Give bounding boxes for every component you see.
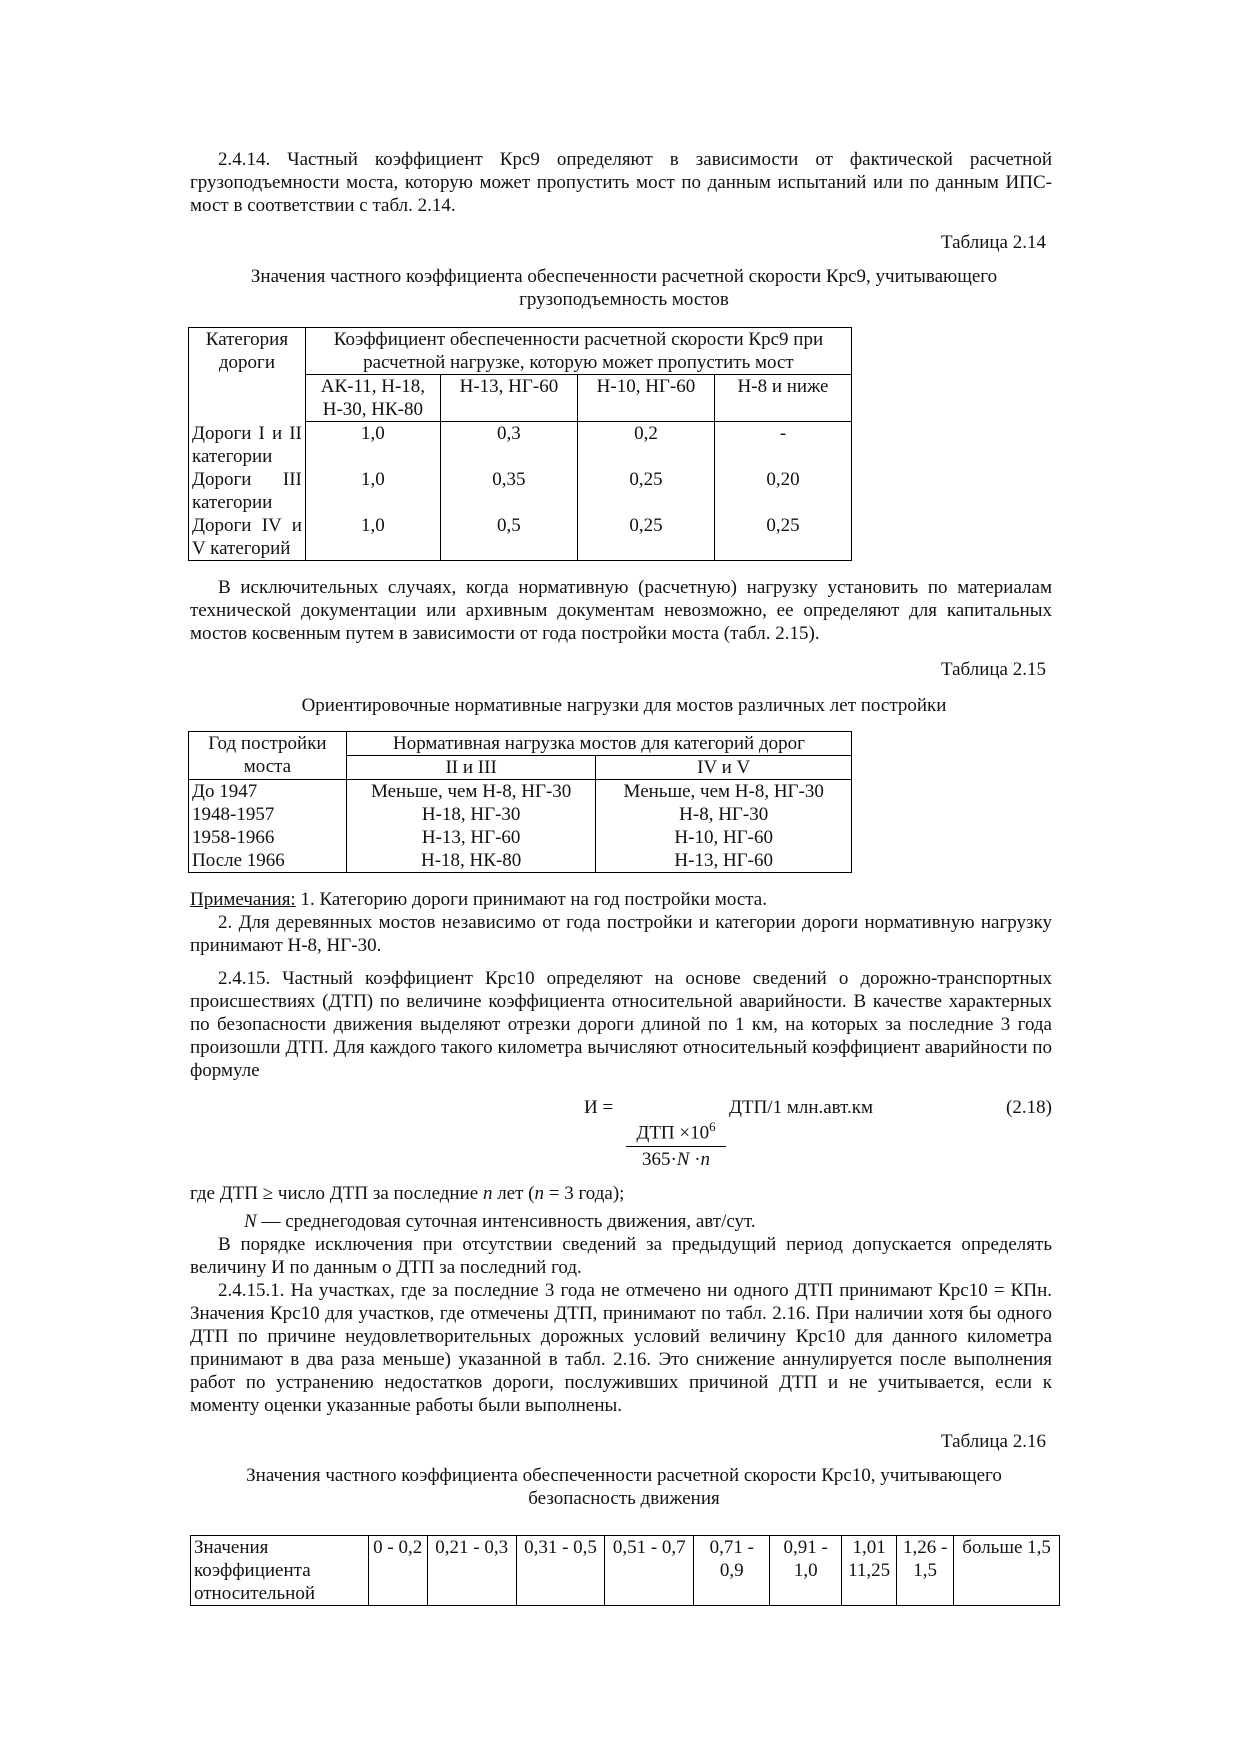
row-category: Дороги III категории <box>189 468 306 514</box>
where1-c: = 3 года); <box>544 1183 625 1204</box>
paragraph-2-4-14: 2.4.14. Частный коэффициент Крс9 определяют в зависимости от фактической расчетной грузоподъемности моста, которую может пропустить мост по данным испытаний или по данным ИПС-мост в соответствии с табл. 2.14. <box>190 149 1052 216</box>
column-header: 0,31 - 0,5 <box>516 1536 605 1606</box>
header-normative-load: Нормативная нагрузка мостов для категорий дорог <box>346 732 851 756</box>
table-cell: 0,25 <box>714 514 851 561</box>
column-header: 1,26 - 1,5 <box>897 1536 954 1606</box>
table-2-16-label: Таблица 2.16 <box>940 1431 1046 1452</box>
column-header: 0,91 - 1,0 <box>770 1536 842 1606</box>
where-line-1 <box>190 1182 1052 1205</box>
column-header: 0,21 - 0,3 <box>427 1536 516 1606</box>
denominator-c: n <box>700 1149 711 1171</box>
paragraph-exception-order: В порядке исключения при отсутствии сведений за предыдущий период допускается определять величину И по данным о ДТП за последний год. <box>190 1234 1052 1278</box>
table-row <box>191 1536 1060 1606</box>
row-year: После 1966 <box>189 849 347 873</box>
denominator-n: N <box>676 1149 690 1171</box>
table-cell: Меньше, чем Н-8, НГ-30 <box>596 780 852 804</box>
paragraph-2-4-15-1: 2.4.15.1. На участках, где за последние 3 года не отмечено ни одного ДТП принимают Крс10 = КПн. Значения Крс10 для участков, где отмечены ДТП, принимают по табл. 2.16. При наличии хотя бы одного ДТП по причине неудовлетворительных дорожных условий величину Крс10 для данного километра принимают в два раза меньше) указанной в табл. 2.16. Это снижение аннулируется после выполнения работ по устранению недостатков дороги, послуживших причиной ДТП и не учитывается, если к моменту оценки указанные работы были выполнены. <box>190 1280 1052 1416</box>
where1-b: лет ( <box>492 1183 535 1204</box>
table-cell: Н-18, НГ-30 <box>346 803 596 826</box>
numerator-exponent: 6 <box>709 1119 716 1134</box>
column-header: II и III <box>346 756 596 780</box>
where1-a: где ДТП ≥ число ДТП за последние <box>190 1183 483 1204</box>
table-2-16-caption: Значения частного коэффициента обеспеченности расчетной скорости Крс10, учитывающего безопасность движения <box>246 1465 1002 1509</box>
denominator-a: 365· <box>641 1149 677 1171</box>
note-1: 1. Категорию дороги принимают на год постройки моста. <box>295 889 767 910</box>
row-category: Дороги I и II категории <box>189 422 306 468</box>
formula-2-18 <box>0 1097 1240 1177</box>
header-build-year: Год постройки моста <box>189 732 347 780</box>
table-cell: 0,35 <box>440 468 577 514</box>
formula-number: (2.18) <box>1006 1097 1052 1118</box>
where2-n: N <box>244 1211 257 1232</box>
table-cell: 0,3 <box>440 422 577 468</box>
table-cell: 0,20 <box>714 468 851 514</box>
column-header: 1,01 11,25 <box>842 1536 897 1606</box>
formula-lhs: И = <box>584 1097 614 1118</box>
table-cell: - <box>714 422 851 468</box>
column-header: IV и V <box>596 756 852 780</box>
notes <box>190 888 1052 911</box>
table-row <box>189 422 852 468</box>
column-header: Н-13, НГ-60 <box>440 375 577 422</box>
table-row <box>189 514 852 561</box>
numerator-text: ДТП ×10 <box>636 1122 710 1144</box>
column-header: Н-8 и ниже <box>714 375 851 422</box>
table-cell: 1,0 <box>305 514 440 561</box>
table-row <box>189 803 852 826</box>
column-header: АК-11, Н-18, Н-30, НК-80 <box>305 375 440 422</box>
table-cell: Н-10, НГ-60 <box>596 826 852 849</box>
formula-denominator <box>626 1147 726 1171</box>
table-cell: Н-13, НГ-60 <box>596 849 852 873</box>
where2-text: — среднегодовая суточная интенсивность движения, авт/сут. <box>256 1211 756 1232</box>
table-row <box>189 849 852 873</box>
table-row <box>189 780 852 804</box>
column-header: больше 1,5 <box>954 1536 1060 1606</box>
where-line-2 <box>244 1210 1044 1233</box>
where1-n: n <box>482 1183 493 1204</box>
formula-fraction <box>626 1119 726 1171</box>
table-cell: 1,0 <box>305 422 440 468</box>
table-row <box>189 826 852 849</box>
row-category: Дороги IV и V категорий <box>189 514 306 561</box>
table-cell: Н-8, НГ-30 <box>596 803 852 826</box>
table-cell: 0,25 <box>577 468 714 514</box>
where1-n2: n <box>534 1183 544 1204</box>
formula-unit: ДТП/1 млн.авт.км <box>729 1097 874 1118</box>
column-header: Н-10, НГ-60 <box>577 375 714 422</box>
table-2-15-label: Таблица 2.15 <box>940 659 1046 680</box>
table-cell: Н-18, НК-80 <box>346 849 596 873</box>
column-header: 0,51 - 0,7 <box>605 1536 694 1606</box>
table-cell: 0,2 <box>577 422 714 468</box>
row-year: 1958-1966 <box>189 826 347 849</box>
paragraph-exceptional-cases: В исключительных случаях, когда нормативную (расчетную) нагрузку установить по материалам технической документации или архивным документам невозможно, ее определяют для капитальных мостов косвенным путем в зависимости от года постройки моста (табл. 2.15). <box>190 577 1052 644</box>
table-cell: 1,0 <box>305 468 440 514</box>
table-row <box>189 468 852 514</box>
table-cell: Меньше, чем Н-8, НГ-30 <box>346 780 596 804</box>
table-2-14 <box>188 327 852 561</box>
table-2-15 <box>188 731 852 873</box>
denominator-b: · <box>689 1149 701 1171</box>
notes-label: Примечания: <box>190 889 296 910</box>
table-2-16 <box>190 1535 1060 1606</box>
header-road-category: Категория дороги <box>189 328 306 422</box>
header-coefficient: Коэффициент обеспеченности расчетной скорости Крс9 при расчетной нагрузке, которую может пропустить мост <box>305 328 851 375</box>
paragraph-2-4-15: 2.4.15. Частный коэффициент Крс10 определяют на основе сведений о дорожно-транспортных происшествиях (ДТП) по величине коэффициента относительной аварийности. В качестве характерных по безопасности движения выделяют отрезки дороги длиной по 1 км, на которых за последние 3 года произошли ДТП. Для каждого такого километра вычисляют относительный коэффициент аварийности по формуле <box>190 968 1052 1081</box>
column-header: 0 - 0,2 <box>368 1536 427 1606</box>
row-year: 1948-1957 <box>189 803 347 826</box>
table-2-14-caption: Значения частного коэффициента обеспеченности расчетной скорости Крс9, учитывающего грузоподъемность мостов <box>250 266 998 310</box>
row-header: Значения коэффициента относительной <box>191 1536 369 1606</box>
table-cell: 0,5 <box>440 514 577 561</box>
table-2-15-caption: Ориентировочные нормативные нагрузки для мостов различных лет постройки <box>301 695 947 716</box>
note-2: 2. Для деревянных мостов независимо от года постройки и категории дороги нормативную нагрузку принимают Н-8, НГ-30. <box>190 912 1052 956</box>
table-cell: 0,25 <box>577 514 714 561</box>
table-cell: Н-13, НГ-60 <box>346 826 596 849</box>
table-2-14-label: Таблица 2.14 <box>940 232 1046 253</box>
column-header: 0,71 - 0,9 <box>694 1536 770 1606</box>
row-year: До 1947 <box>189 780 347 804</box>
formula-numerator <box>626 1119 726 1147</box>
